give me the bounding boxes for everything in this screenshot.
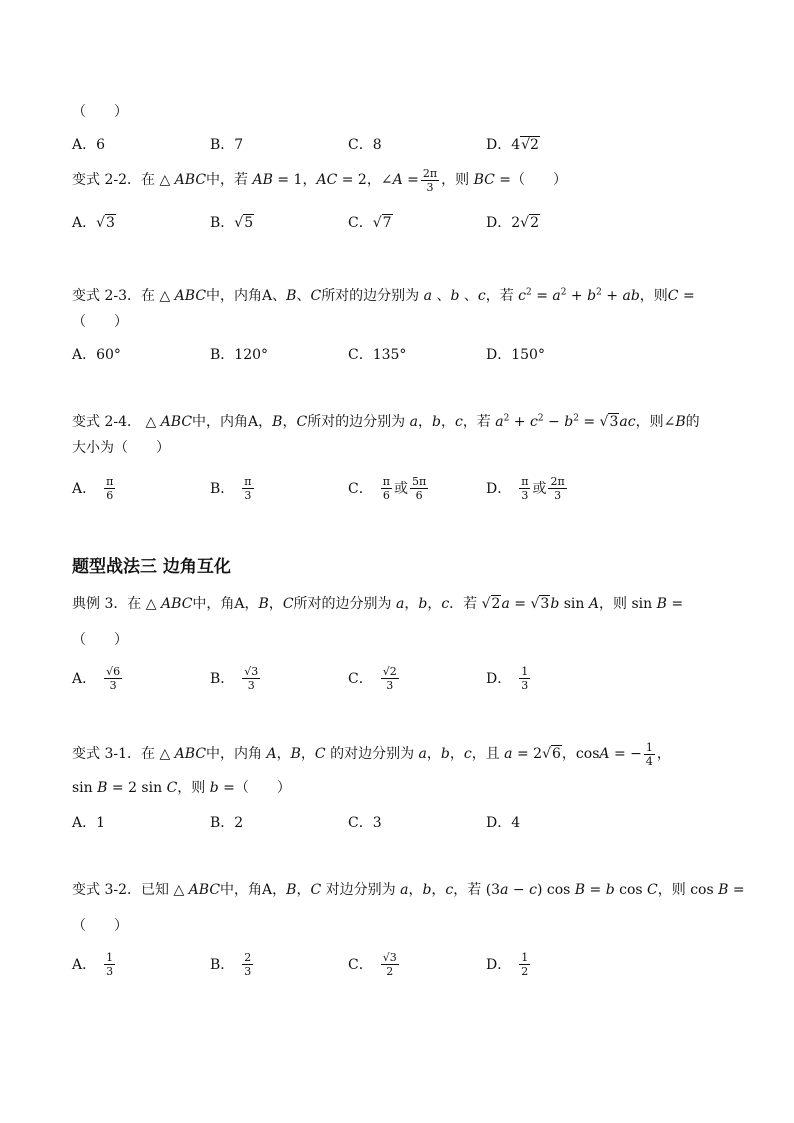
option-b[interactable]: B．7	[210, 137, 244, 153]
answer-paren: （ ）	[72, 918, 128, 934]
question-3: 典例 3．在 △ ABC中，角A，B，C所对的边分别为 a，b，c．若 √2a = √3b sin A，则 sin B =	[72, 596, 684, 612]
option-d[interactable]: D． $\frac{1}{3}$	[486, 664, 529, 692]
option-d[interactable]: D．150°	[486, 347, 545, 363]
option-b[interactable]: B．√5	[210, 215, 254, 231]
question-3-1-line2: sin B = 2 sin C，则 b =（ ）	[72, 780, 291, 796]
option-a[interactable]: A．1	[72, 815, 106, 831]
option-a[interactable]: A．6	[72, 137, 106, 153]
options-row-prev	[72, 124, 732, 164]
options-row-2-2	[72, 202, 732, 242]
question-2-2: 变式 2-2．在 △ ABC中，若 AB = 1，AC = 2，∠A = $\frac{2\pi}{3}$ ，则 BC =（ ）	[72, 166, 568, 194]
options-row-2-4	[72, 468, 732, 508]
option-d[interactable]: D．4√2	[486, 137, 539, 153]
option-c[interactable]: C． $\frac{√2}{3}$	[348, 664, 397, 692]
option-a[interactable]: A．√3	[72, 215, 115, 231]
option-d[interactable]: D． $\frac{1}{2}$	[486, 950, 529, 978]
option-d[interactable]: D．4	[486, 815, 521, 831]
question-2-4-line2: 大小为（ ）	[72, 440, 170, 456]
option-a[interactable]: A．60°	[72, 347, 121, 363]
option-a[interactable]: A． $\frac{1}{3}$	[72, 950, 114, 978]
options-row-3	[72, 658, 732, 698]
option-d[interactable]: D．2√2	[486, 215, 539, 231]
option-b[interactable]: B．120°	[210, 347, 269, 363]
answer-paren: （ ）	[72, 314, 128, 330]
options-row-3-1	[72, 802, 732, 842]
option-b[interactable]: B． $\frac{2}{3}$	[210, 950, 252, 978]
option-d[interactable]: D． $\frac{\pi}{3}$ 或 $\frac{2\pi}{3}$	[486, 474, 565, 502]
section-heading: 题型战法三 边角互化	[72, 557, 231, 577]
option-a[interactable]: A． $\frac{\pi}{6}$	[72, 474, 114, 502]
answer-paren: （ ）	[72, 104, 128, 120]
option-c[interactable]: C．135°	[348, 347, 407, 363]
options-row-3-2	[72, 944, 732, 984]
options-row-2-3	[72, 334, 732, 374]
option-b[interactable]: B． $\frac{√3}{3}$	[210, 664, 259, 692]
option-b[interactable]: B． $\frac{\pi}{3}$	[210, 474, 252, 502]
option-c[interactable]: C． $\frac{\pi}{6}$ 或 $\frac{5\pi}{6}$	[348, 474, 427, 502]
option-c[interactable]: C． $\frac{√3}{2}$	[348, 950, 397, 978]
question-3-2: 变式 3-2．已知 △ ABC中，角A，B，C 对边分别为 a，b，c，若 (3a − c) cos B = b cos C，则 cos B =	[72, 882, 745, 898]
option-c[interactable]: C．3	[348, 815, 382, 831]
option-c[interactable]: C．√7	[348, 215, 392, 231]
question-2-3: 变式 2-3．在 △ ABC中，内角A、B、C所对的边分别为 a 、b 、c，若 $c^2 = a^2 + b^2$ + ab，则C =	[72, 287, 695, 304]
question-2-4: 变式 2-4． △ ABC中，内角A，B，C所对的边分别为 a，b，c，若 $a^2 + c^2 - b^2 = √3ac$，则∠B的	[72, 413, 700, 430]
option-b[interactable]: B．2	[210, 815, 244, 831]
question-3-1: 变式 3-1．在 △ ABC中，内角 A，B，C 的对边分别为 a，b，c，且 a = 2√6，cosA = − $\frac{1}{4}$ ，	[72, 740, 671, 768]
option-c[interactable]: C．8	[348, 137, 382, 153]
option-a[interactable]: A． $\frac{√6}{3}$	[72, 664, 121, 692]
answer-paren: （ ）	[72, 632, 128, 648]
